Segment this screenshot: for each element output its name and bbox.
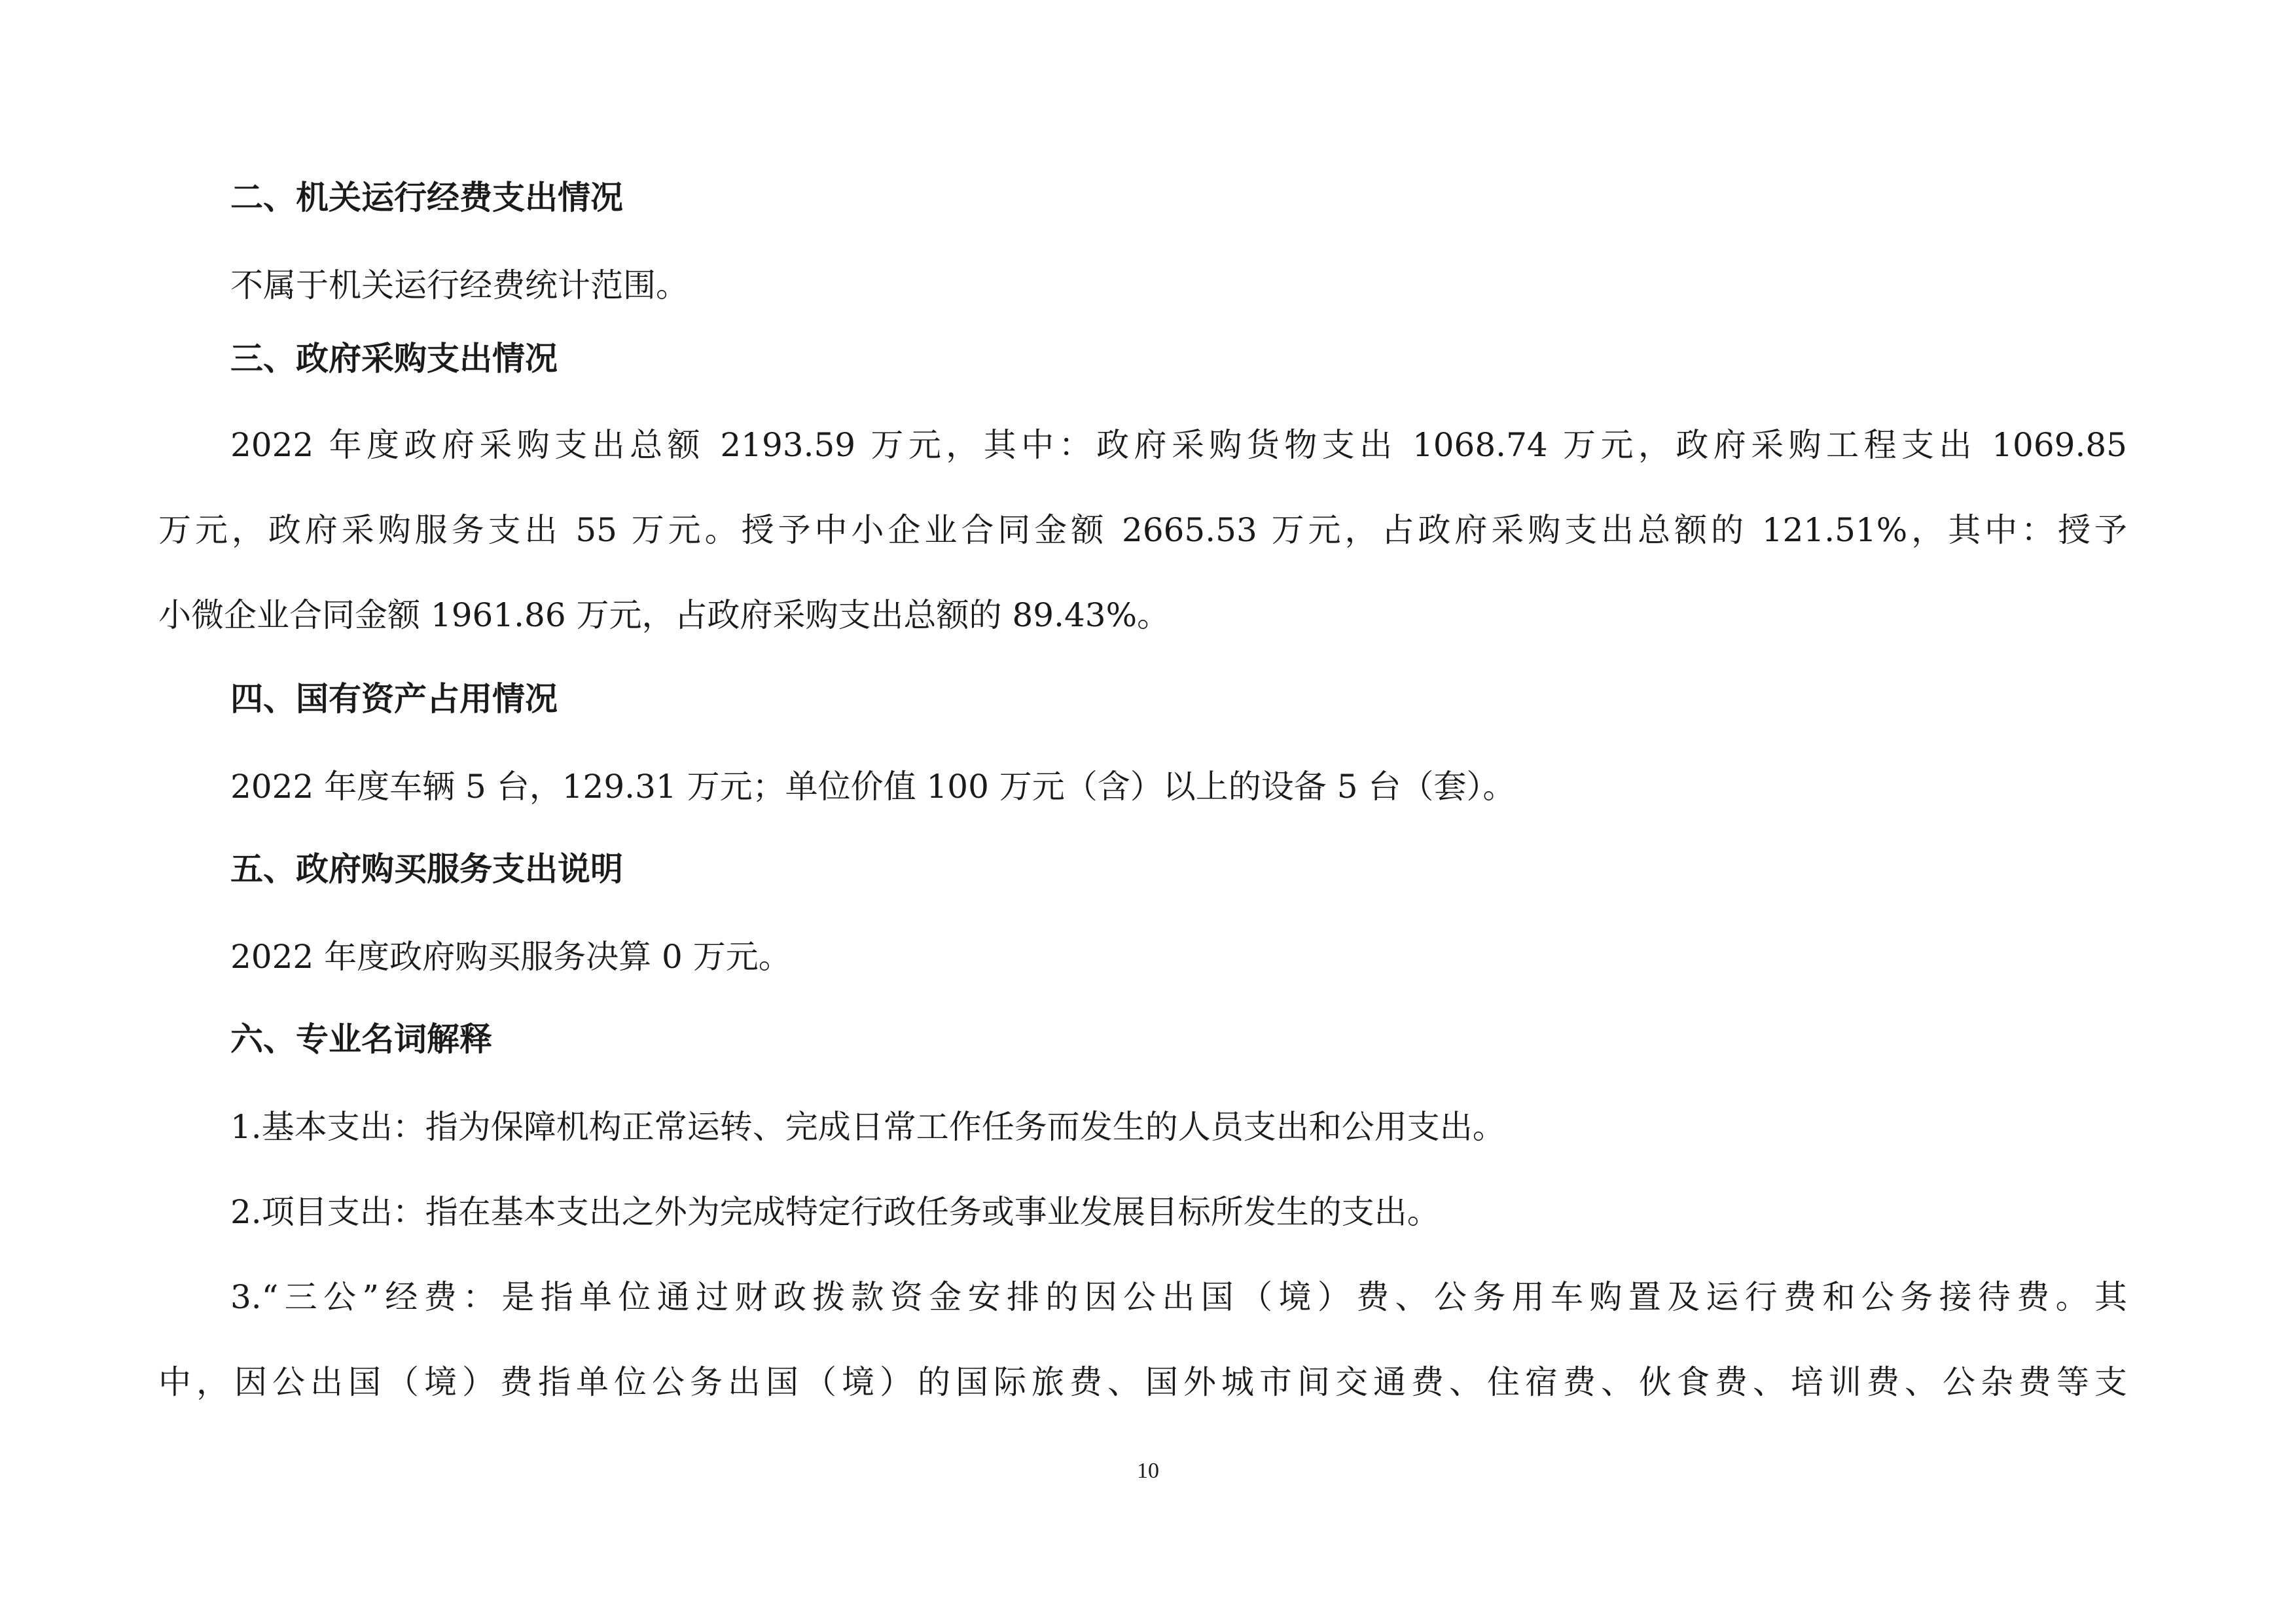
section-heading-glossary: 六、专业名词解释 bbox=[230, 1020, 492, 1058]
page-number: 10 bbox=[1137, 1459, 1159, 1483]
glossary-item-project-expenditure: 2.项目支出：指在基本支出之外为完成特定行政任务或事业发展目标所发生的支出。 bbox=[230, 1193, 1440, 1231]
paragraph-government-procurement-line-3: 小微企业合同金额 1961.86 万元，占政府采购支出总额的 89.43%。 bbox=[158, 596, 1170, 634]
section-heading-purchased-services: 五、政府购买服务支出说明 bbox=[230, 850, 623, 888]
section-heading-office-operating-expenses: 二、机关运行经费支出情况 bbox=[230, 179, 623, 217]
glossary-item-three-public-expenses-line-2: 中，因公出国（境）费指单位公务出国（境）的国际旅费、国外城市间交通费、住宿费、伙食费、培训费、公杂费等支 bbox=[158, 1363, 2127, 1401]
paragraph-state-assets: 2022 年度车辆 5 台，129.31 万元；单位价值 100 万元（含）以上的设备 5 台（套）。 bbox=[230, 768, 1516, 806]
section-heading-state-assets: 四、国有资产占用情况 bbox=[230, 680, 558, 718]
paragraph-office-operating-expenses: 不属于机关运行经费统计范围。 bbox=[230, 266, 689, 304]
paragraph-government-procurement-line-1: 2022 年度政府采购支出总额 2193.59 万元，其中：政府采购货物支出 1068.74 万元，政府采购工程支出 1069.85 bbox=[230, 426, 2127, 464]
paragraph-government-procurement-line-2: 万元，政府采购服务支出 55 万元。授予中小企业合同金额 2665.53 万元，占政府采购支出总额的 121.51%，其中：授予 bbox=[158, 511, 2127, 549]
glossary-item-three-public-expenses-line-1: 3.“三公”经费：是指单位通过财政拨款资金安排的因公出国（境）费、公务用车购置及运行费和公务接待费。其 bbox=[230, 1278, 2127, 1316]
paragraph-purchased-services: 2022 年度政府购买服务决算 0 万元。 bbox=[230, 938, 791, 976]
section-heading-government-procurement: 三、政府采购支出情况 bbox=[230, 340, 558, 378]
glossary-item-basic-expenditure: 1.基本支出：指为保障机构正常运转、完成日常工作任务而发生的人员支出和公用支出。 bbox=[230, 1108, 1505, 1146]
